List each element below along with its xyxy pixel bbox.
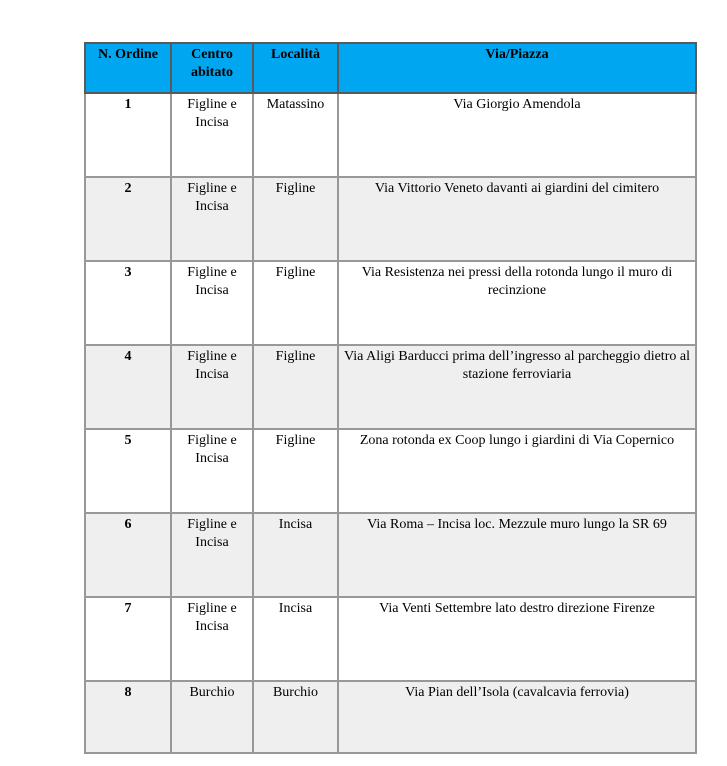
via-piazza-cell: Via Venti Settembre lato destro direzione Firenze <box>338 597 696 681</box>
order-number-cell: 2 <box>85 177 171 261</box>
localita-cell: Figline <box>253 261 338 345</box>
order-number-cell: 3 <box>85 261 171 345</box>
table-body <box>85 93 696 753</box>
localita-cell: Figline <box>253 177 338 261</box>
localita-cell: Figline <box>253 345 338 429</box>
table-header <box>85 43 696 93</box>
via-piazza-cell: Via Resistenza nei pressi della rotonda lungo il muro di recinzione <box>338 261 696 345</box>
order-number-cell: 5 <box>85 429 171 513</box>
centro-abitato-cell: Figline e Incisa <box>171 513 253 597</box>
header-via-piazza: Via/Piazza <box>338 43 696 93</box>
localita-cell: Matassino <box>253 93 338 177</box>
table-row <box>85 93 696 177</box>
centro-abitato-cell: Burchio <box>171 681 253 753</box>
via-piazza-cell: Via Vittorio Veneto davanti ai giardini del cimitero <box>338 177 696 261</box>
table-row <box>85 597 696 681</box>
localita-cell: Incisa <box>253 513 338 597</box>
header-localita: Località <box>253 43 338 93</box>
table-row <box>85 261 696 345</box>
via-piazza-cell: Zona rotonda ex Coop lungo i giardini di Via Copernico <box>338 429 696 513</box>
order-number-cell: 1 <box>85 93 171 177</box>
centro-abitato-cell: Figline e Incisa <box>171 345 253 429</box>
header-row <box>85 43 696 93</box>
localita-cell: Figline <box>253 429 338 513</box>
table-row <box>85 681 696 753</box>
centro-abitato-cell: Figline e Incisa <box>171 597 253 681</box>
centro-abitato-cell: Figline e Incisa <box>171 429 253 513</box>
table-row <box>85 513 696 597</box>
order-number-cell: 8 <box>85 681 171 753</box>
table-row <box>85 345 696 429</box>
order-number-cell: 4 <box>85 345 171 429</box>
via-piazza-cell: Via Roma – Incisa loc. Mezzule muro lungo la SR 69 <box>338 513 696 597</box>
table-row <box>85 429 696 513</box>
header-centro-abitato: Centro abitato <box>171 43 253 93</box>
header-n-ordine: N. Ordine <box>85 43 171 93</box>
table-row <box>85 177 696 261</box>
via-piazza-cell: Via Giorgio Amendola <box>338 93 696 177</box>
order-number-cell: 7 <box>85 597 171 681</box>
centro-abitato-cell: Figline e Incisa <box>171 177 253 261</box>
localita-cell: Burchio <box>253 681 338 753</box>
via-piazza-cell: Via Pian dell’Isola (cavalcavia ferrovia) <box>338 681 696 753</box>
locations-table <box>84 42 697 754</box>
via-piazza-cell: Via Aligi Barducci prima dell’ingresso al parcheggio dietro al stazione ferroviaria <box>338 345 696 429</box>
centro-abitato-cell: Figline e Incisa <box>171 93 253 177</box>
centro-abitato-cell: Figline e Incisa <box>171 261 253 345</box>
order-number-cell: 6 <box>85 513 171 597</box>
localita-cell: Incisa <box>253 597 338 681</box>
